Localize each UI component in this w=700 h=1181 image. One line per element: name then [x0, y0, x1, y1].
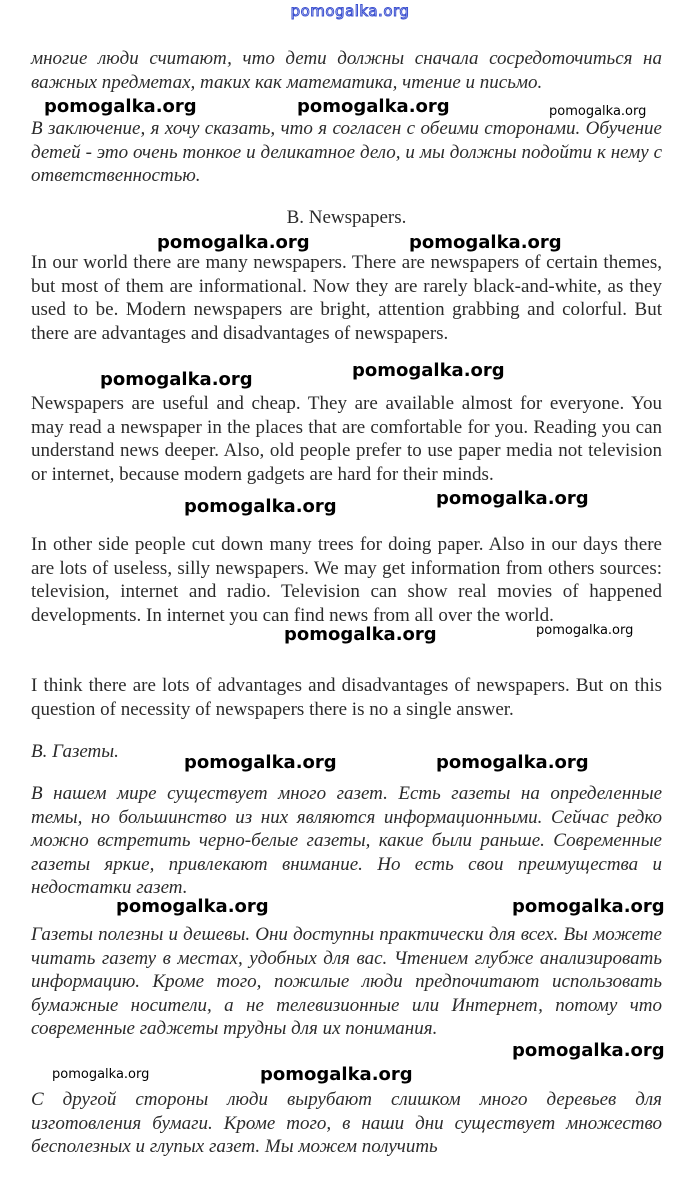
watermark: pomogalka.org [184, 496, 337, 517]
watermark: pomogalka.org [157, 232, 310, 253]
watermark: pomogalka.org [436, 752, 589, 773]
ru-intro-end-paragraph: многие люди считают, что дети должны сначала сосредоточиться на важных предметах, таких как математика, чтение и письмо. [31, 48, 662, 93]
watermark: pomogalka.org [512, 1040, 665, 1061]
watermark: pomogalka.org [100, 369, 253, 390]
watermark: pomogalka.org [549, 104, 647, 119]
en-paragraph-3: In other side people cut down many trees for doing paper. Also in our days there are lots of useless, silly newspapers. We may get information from others sources: television, internet and radio. Television can show real movies of happened developments. In internet you can find news from all over the world. [31, 534, 662, 626]
watermark: pomogalka.org [52, 1067, 150, 1082]
header-watermark: pomogalka.org [290, 2, 410, 20]
watermark: pomogalka.org [260, 1064, 413, 1085]
ru-section-heading: В. Газеты. [31, 741, 119, 762]
ru-paragraph-1: В нашем мире существует много газет. Есть газеты на определенные темы, но большинство из них являются информационными. Сейчас редко можно встретить черно-белые газеты, какие были раньше. Современные газеты яркие, привлекают внимание. Но есть свои преимущества и недостатки газет. [31, 783, 662, 898]
watermark: pomogalka.org [352, 360, 505, 381]
watermark: pomogalka.org [512, 896, 665, 917]
watermark: pomogalka.org [436, 488, 589, 509]
ru-paragraph-3: С другой стороны люди вырубают слишком много деревьев для изготовления бумаги. Кроме того, в наши дни существует множество бесполезных и глупых газет. Мы можем получить [31, 1089, 662, 1157]
en-section-heading: B. Newspapers. [286, 207, 407, 228]
watermark: pomogalka.org [116, 896, 269, 917]
watermark: pomogalka.org [536, 623, 634, 638]
en-paragraph-4: I think there are lots of advantages and disadvantages of newspapers. But on this question of necessity of newspapers there is no a single answer. [31, 675, 662, 720]
ru-paragraph-2: Газеты полезны и дешевы. Они доступны практически для всех. Вы можете читать газету в местах, удобных для вас. Чтением глубже анализировать информацию. Кроме того, пожилые люди предпочитают использовать бумажные носители, а не телевизионные или Интернет, потому что современные гаджеты трудны для их понимания. [31, 924, 662, 1039]
ru-conclusion-paragraph: В заключение, я хочу сказать, что я согласен с обеими сторонами. Обучение детей - это очень тонкое и деликатное дело, и мы должны подойти к нему с ответственностью. [31, 118, 662, 186]
watermark: pomogalka.org [44, 96, 197, 117]
en-paragraph-1: In our world there are many newspapers. There are newspapers of certain themes, but most of them are informational. Now they are rarely black-and-white, as they used to be. Modern newspapers are bright, attention grabbing and colorful. But there are advantages and disadvantages of newspapers. [31, 252, 662, 344]
watermark: pomogalka.org [297, 96, 450, 117]
en-paragraph-2: Newspapers are useful and cheap. They are available almost for everyone. You may read a newspaper in the places that are comfortable for you. Reading you can understand news deeper. Also, old people prefer to use paper media not television or internet, because modern gadgets are hard for their minds. [31, 393, 662, 485]
watermark: pomogalka.org [284, 624, 437, 645]
watermark: pomogalka.org [184, 752, 337, 773]
watermark: pomogalka.org [409, 232, 562, 253]
